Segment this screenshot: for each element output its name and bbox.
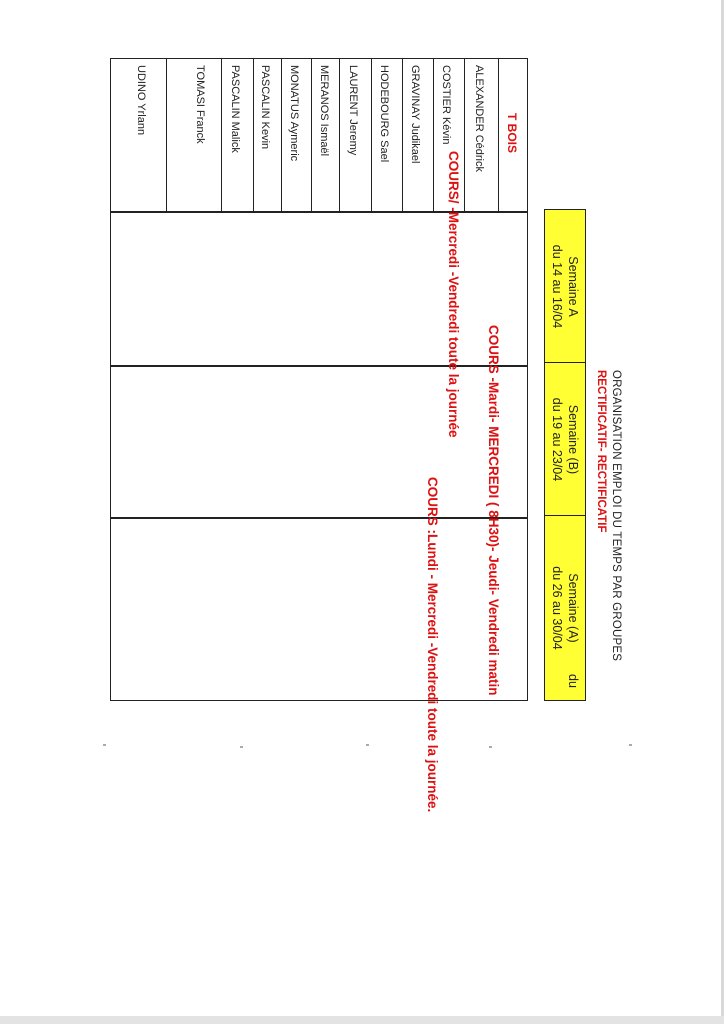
week-header-a: [544, 209, 586, 364]
week-b-name: Semaine (B): [566, 404, 580, 475]
column-divider: [111, 365, 527, 367]
member-name: PASCALIN Kevin: [259, 65, 271, 150]
row-divider: [498, 59, 499, 211]
week-a2-prefix: du: [566, 674, 580, 688]
week-a-dates: du 14 au 16/04: [550, 244, 564, 329]
group-name: T BOIS: [505, 113, 519, 154]
course-text-week-a2: COURS :Lundi - Mercredi -Vendredi toute la journée.: [425, 477, 440, 813]
column-divider: [111, 517, 527, 519]
week-header-b: [544, 362, 586, 517]
week-a2-dates: du 26 au 30/04: [550, 566, 564, 650]
row-divider: [339, 59, 340, 211]
week-a2-name: Semaine (A): [566, 573, 580, 643]
member-name: HODEBOURG Sael: [378, 65, 390, 163]
scan-mark: [489, 746, 492, 748]
row-divider: [464, 59, 465, 211]
week-a-name: Semaine A: [566, 256, 580, 317]
row-divider: [253, 59, 254, 211]
row-divider: [402, 59, 403, 211]
course-text-week-a: COURS/ -Mercredi -Vendredi toute la journée: [446, 151, 461, 438]
scan-mark: [366, 744, 369, 746]
row-divider: [371, 59, 372, 211]
column-divider: [111, 211, 527, 213]
row-divider: [281, 59, 282, 211]
course-text-week-b: COURS -Mardi- MERCREDI ( 8H30)- Jeudi- Vendredi matin: [486, 325, 501, 696]
row-divider: [433, 59, 434, 211]
row-divider: [311, 59, 312, 211]
member-name: UDINO Yrlann: [135, 65, 147, 136]
week-b-dates: du 19 au 23/04: [550, 397, 564, 482]
row-divider: [166, 59, 167, 211]
member-name: MERANOS Ismaël: [318, 65, 330, 157]
scan-mark: [240, 746, 243, 748]
member-name: TOMASI Franck: [194, 65, 206, 144]
member-name: ALEXANDER Cédrick: [473, 65, 485, 172]
row-divider: [221, 59, 222, 211]
member-name: LAURENT Jeremy: [347, 65, 359, 156]
document-subtitle: RECTIFICATIF- RECTIFICATIF: [595, 370, 607, 533]
document-title: ORGANISATION EMPLOI DU TEMPS PAR GROUPES: [610, 370, 622, 662]
member-name: COSTIER Kévin: [440, 65, 452, 145]
scan-mark: [629, 744, 632, 746]
scan-mark: [103, 744, 106, 746]
member-name: PASCALIN Malick: [229, 65, 241, 153]
member-name: GRAVINAY Judikael: [409, 65, 421, 164]
schedule-table: [110, 58, 528, 813]
week-header-a2: [544, 515, 586, 701]
member-name: MONATUS Aymeric: [288, 65, 300, 162]
